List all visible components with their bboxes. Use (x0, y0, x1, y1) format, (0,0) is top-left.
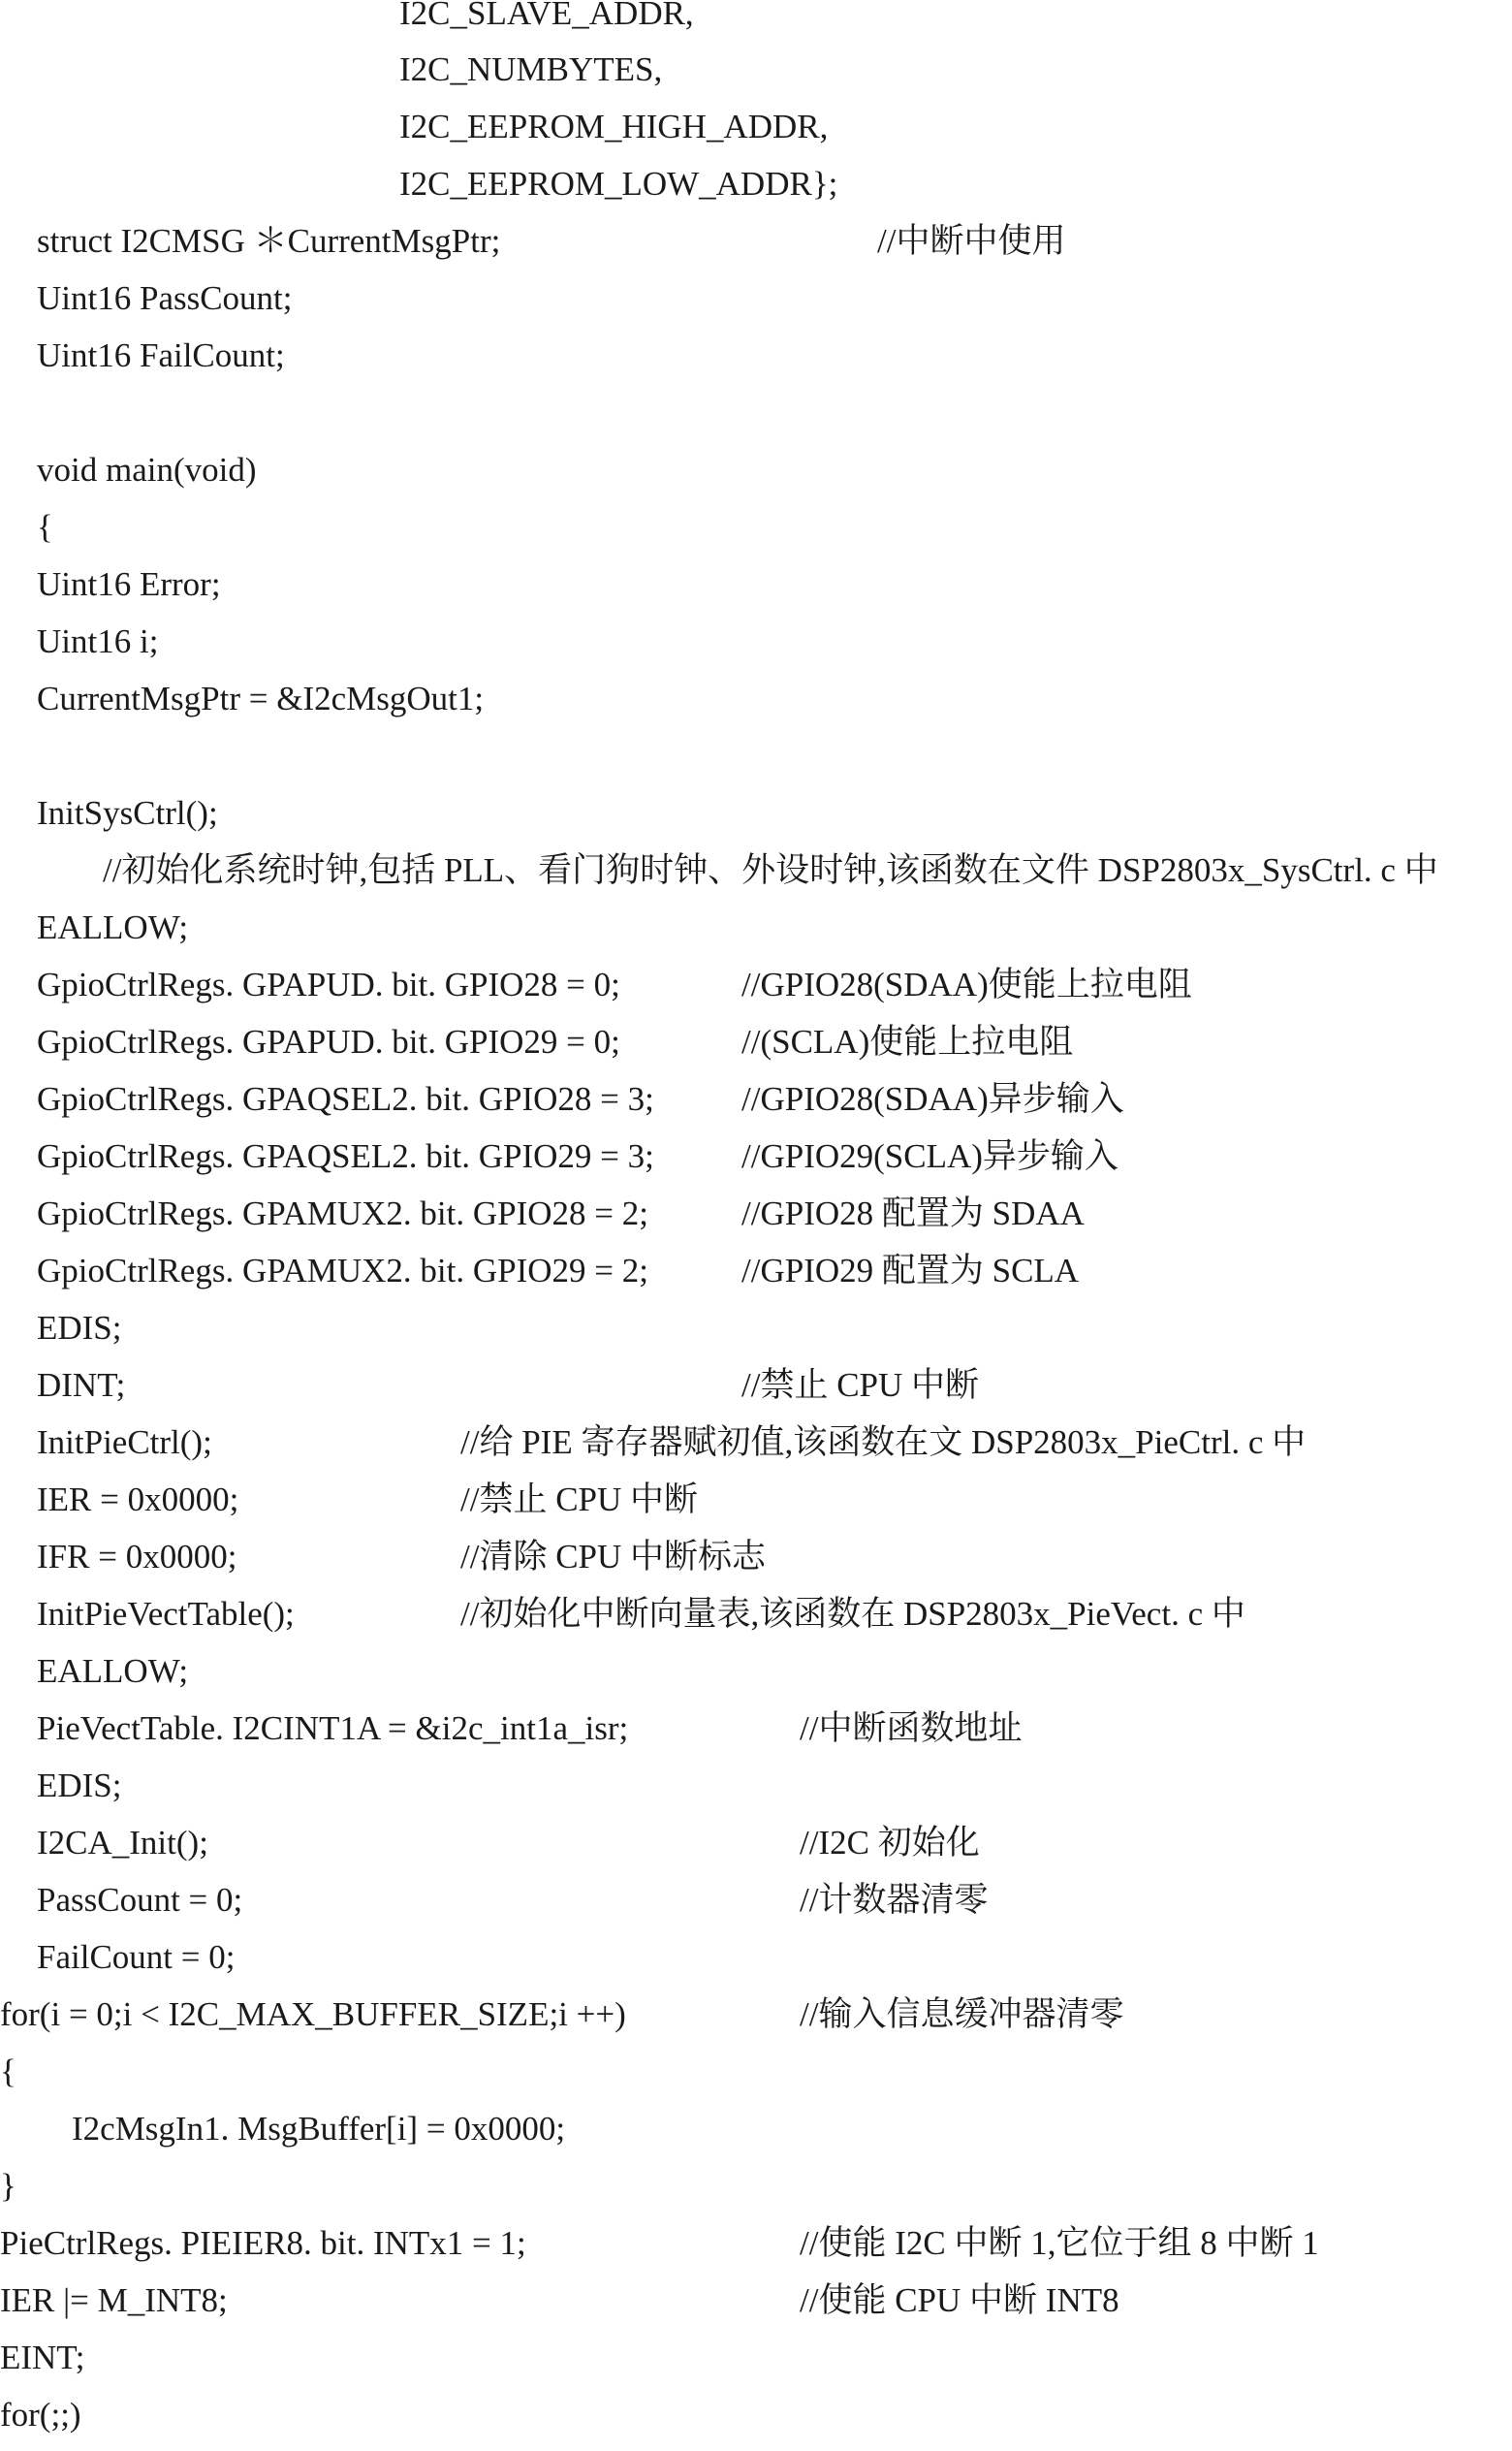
code-line (0, 2224, 1512, 2263)
code-comment: //GPIO28(SDAA)异步输入 (741, 1080, 1124, 1118)
code-text: EALLOW; (37, 908, 189, 946)
code-comment: //给 PIE 寄存器赋初值,该函数在文 DSP2803x_PieCtrl. c 中 (460, 1423, 1307, 1461)
code-text: CurrentMsgPtr = &I2cMsgOut1; (37, 680, 485, 717)
code-text: for(i = 0;i < I2C_MAX_BUFFER_SIZE;i ++) (0, 1995, 626, 2033)
code-text: I2C_SLAVE_ADDR, (399, 0, 694, 32)
code-text: EDIS; (37, 1767, 122, 1804)
code-comment: //中断中使用 (877, 222, 1066, 260)
code-line (0, 908, 1512, 947)
code-text: GpioCtrlRegs. GPAPUD. bit. GPIO29 = 0; (37, 1023, 620, 1061)
code-text: GpioCtrlRegs. GPAMUX2. bit. GPIO29 = 2; (37, 1252, 649, 1289)
code-text: GpioCtrlRegs. GPAQSEL2. bit. GPIO28 = 3; (37, 1080, 654, 1118)
code-line (0, 451, 1512, 490)
code-text: Uint16 i; (37, 622, 159, 660)
code-comment: //I2C 初始化 (800, 1824, 980, 1862)
code-line (0, 1480, 1512, 1519)
code-line (0, 1709, 1512, 1748)
code-text: InitPieVectTable(); (37, 1595, 295, 1633)
code-line (0, 279, 1512, 318)
code-line (0, 1595, 1512, 1634)
code-text: { (37, 508, 53, 546)
code-text: } (0, 2167, 16, 2205)
code-line (0, 1023, 1512, 1062)
code-comment: //GPIO29 配置为 SCLA (741, 1252, 1080, 1289)
code-line (0, 1538, 1512, 1576)
code-text: struct I2CMSG ＊CurrentMsgPtr; (37, 222, 501, 260)
code-text: InitSysCtrl(); (37, 794, 218, 832)
code-line (0, 1767, 1512, 1805)
code-text: FailCount = 0; (37, 1938, 236, 1976)
code-line (0, 1995, 1512, 2034)
code-text: GpioCtrlRegs. GPAPUD. bit. GPIO28 = 0; (37, 966, 620, 1003)
code-line (0, 508, 1512, 547)
code-line (0, 2396, 1512, 2435)
code-line (0, 1252, 1512, 1290)
code-text: Uint16 Error; (37, 565, 221, 603)
code-line (0, 1366, 1512, 1405)
code-text: for(;;) (0, 2396, 81, 2434)
code-text: //初始化系统时钟,包括 PLL、看门狗时钟、外设时钟,该函数在文件 DSP2803x_SysCtrl. c 中 (103, 851, 1438, 889)
code-line (0, 1194, 1512, 1233)
code-text: I2CA_Init(); (37, 1824, 208, 1862)
code-line (0, 2281, 1512, 2320)
code-text: I2C_EEPROM_LOW_ADDR}; (399, 165, 838, 203)
code-text: IER = 0x0000; (37, 1480, 239, 1518)
code-text: EINT; (0, 2339, 85, 2376)
code-line (0, 794, 1512, 833)
code-text: { (0, 2053, 16, 2090)
code-line (0, 336, 1512, 375)
code-comment: //清除 CPU 中断标志 (460, 1538, 767, 1576)
code-line (0, 222, 1512, 261)
code-text: Uint16 PassCount; (37, 279, 293, 317)
code-line (0, 2110, 1512, 2149)
code-line (0, 1080, 1512, 1119)
code-line (0, 1938, 1512, 1977)
code-line (0, 50, 1512, 89)
code-comment: //GPIO28 配置为 SDAA (741, 1194, 1085, 1232)
code-line (0, 0, 1512, 33)
code-comment: //GPIO29(SCLA)异步输入 (741, 1137, 1118, 1175)
code-comment: //(SCLA)使能上拉电阻 (741, 1023, 1074, 1061)
code-line (0, 680, 1512, 718)
code-text: Uint16 FailCount; (37, 336, 285, 374)
code-line (0, 165, 1512, 204)
code-line (0, 1423, 1512, 1462)
code-text: EDIS; (37, 1309, 122, 1347)
code-text: InitPieCtrl(); (37, 1423, 212, 1461)
code-text: I2C_NUMBYTES, (399, 50, 663, 88)
code-line (0, 1309, 1512, 1348)
code-text: GpioCtrlRegs. GPAQSEL2. bit. GPIO29 = 3; (37, 1137, 654, 1175)
code-text: PieVectTable. I2CINT1A = &i2c_int1a_isr; (37, 1709, 629, 1747)
code-text: DINT; (37, 1366, 126, 1404)
code-comment: //禁止 CPU 中断 (460, 1480, 699, 1518)
code-line (0, 565, 1512, 604)
code-comment: //使能 I2C 中断 1,它位于组 8 中断 1 (800, 2224, 1319, 2262)
code-comment: //中断函数地址 (800, 1709, 1023, 1747)
code-text: EALLOW; (37, 1652, 189, 1690)
code-text: I2C_EEPROM_HIGH_ADDR, (399, 108, 829, 145)
code-line (0, 2167, 1512, 2206)
code-comment: //初始化中断向量表,该函数在 DSP2803x_PieVect. c 中 (460, 1595, 1245, 1633)
code-text: PieCtrlRegs. PIEIER8. bit. INTx1 = 1; (0, 2224, 526, 2262)
code-line (0, 1824, 1512, 1862)
code-comment: //禁止 CPU 中断 (741, 1366, 980, 1404)
code-line (0, 622, 1512, 661)
code-line (0, 966, 1512, 1004)
code-text: PassCount = 0; (37, 1881, 243, 1919)
code-line (0, 108, 1512, 146)
code-line (0, 2339, 1512, 2377)
code-comment: //GPIO28(SDAA)使能上拉电阻 (741, 966, 1192, 1003)
code-line (0, 1881, 1512, 1920)
code-line (0, 1137, 1512, 1176)
code-text: void main(void) (37, 451, 257, 489)
code-text: IFR = 0x0000; (37, 1538, 237, 1576)
code-line (0, 2053, 1512, 2091)
code-comment: //使能 CPU 中断 INT8 (800, 2281, 1119, 2319)
code-line (0, 851, 1512, 890)
code-comment: //计数器清零 (800, 1881, 989, 1919)
code-text: IER |= M_INT8; (0, 2281, 228, 2319)
code-comment: //输入信息缓冲器清零 (800, 1995, 1124, 2033)
code-text: I2cMsgIn1. MsgBuffer[i] = 0x0000; (72, 2110, 566, 2148)
code-text: GpioCtrlRegs. GPAMUX2. bit. GPIO28 = 2; (37, 1194, 649, 1232)
code-line (0, 1652, 1512, 1691)
